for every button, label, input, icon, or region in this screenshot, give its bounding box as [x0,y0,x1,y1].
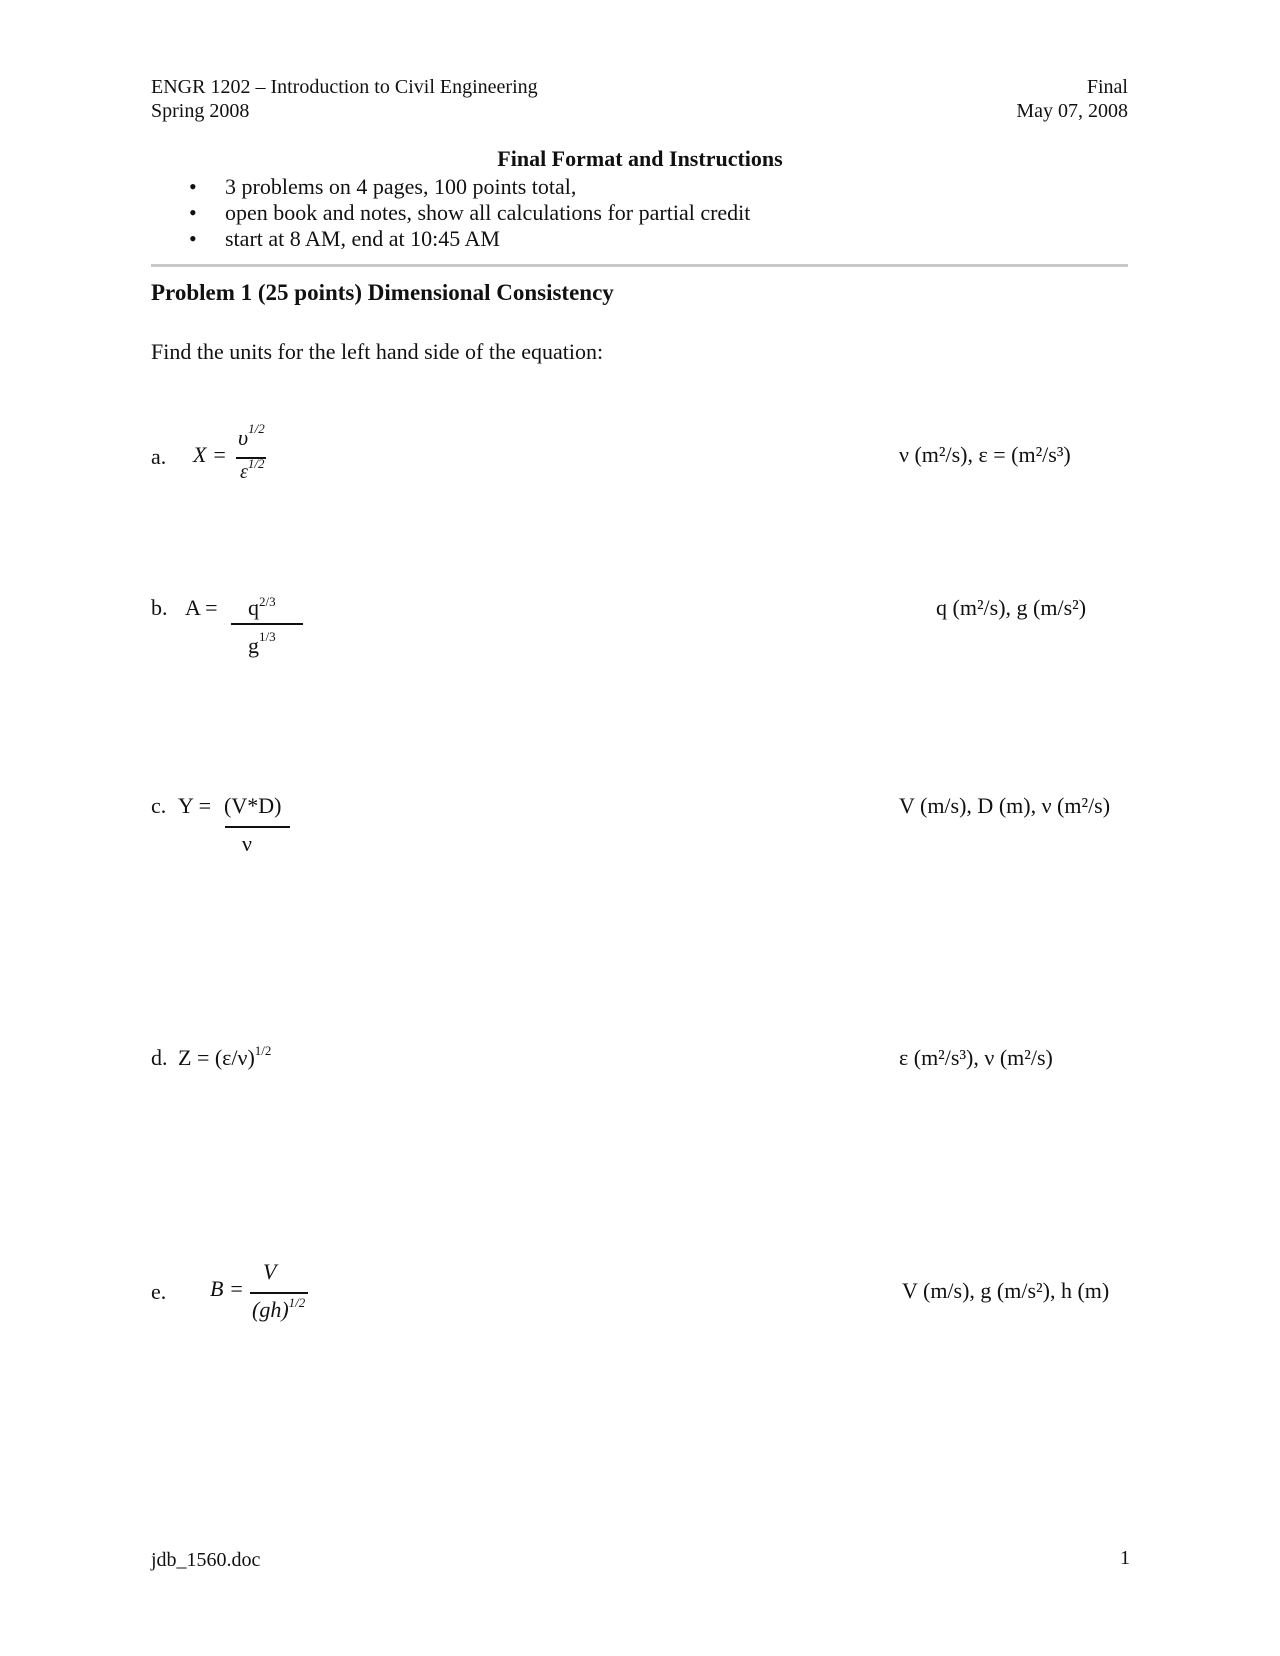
instructions-title: Final Format and Instructions [497,146,783,171]
problem-1-prompt: Find the units for the left hand side of the equation: [151,339,604,364]
fraction-numerator: $\upsilon^{1/2}$ [238,421,265,450]
fraction-bar [231,623,303,625]
bullet-icon: • [189,200,197,225]
fraction-bar [225,826,290,828]
item-units: V (m/s), g (m/s²), h (m) [902,1278,1110,1303]
bullet-text: open book and notes, show all calculations for partial credit [225,200,751,225]
fraction-denominator: $\varepsilon^{1/2}$ [240,456,265,483]
page-number: 1 [1120,1547,1130,1569]
item-units: ε (m²/s³), ν (m²/s) [899,1045,1053,1070]
exam-date: May 07, 2008 [1016,100,1128,122]
fraction-denominator: (gh)$^{1/2}$ [252,1295,306,1322]
bullet-icon: • [189,226,197,251]
instructions-list [189,174,989,254]
bullet-text: start at 8 AM, end at 10:45 AM [225,226,500,251]
fraction-bar [250,1292,308,1294]
fraction-numerator: $q^{2/3}$ [248,594,276,620]
item-lhs: X = [193,442,227,467]
semester: Spring 2008 [151,100,250,122]
item-label: e. [151,1279,167,1304]
item-lhs: Y = [178,793,211,818]
item-units: q (m²/s), g (m/s²) [936,595,1087,620]
problem-1-title: Problem 1 (25 points) Dimensional Consistency [151,280,614,305]
item-units: ν (m²/s), ε = (m²/s³) [899,442,1071,467]
course-title: ENGR 1202 – Introduction to Civil Engineering [151,76,538,98]
item-label: b. [151,595,168,620]
item-label: a. [151,444,167,469]
item-units: V (m/s), D (m), ν (m²/s) [899,793,1111,818]
divider [151,264,1128,267]
item-lhs: B = [210,1276,244,1301]
fraction-denominator: ν [242,831,252,856]
fraction-denominator: $g^{1/3}$ [248,629,276,658]
item-label: c. [151,793,167,818]
item-lhs: A = [185,595,218,620]
item-expression: $Z = (\varepsilon/\nu)^{1/2}$ [178,1043,272,1070]
bullet-icon: • [189,174,197,199]
exam-type: Final [1086,76,1128,98]
fraction-numerator: (V*D) [224,793,282,818]
fraction-numerator: V [263,1259,277,1284]
item-label: d. [151,1045,168,1070]
bullet-text: 3 problems on 4 pages, 100 points total, [225,174,577,199]
footer-filename: jdb_1560.doc [151,1549,261,1571]
